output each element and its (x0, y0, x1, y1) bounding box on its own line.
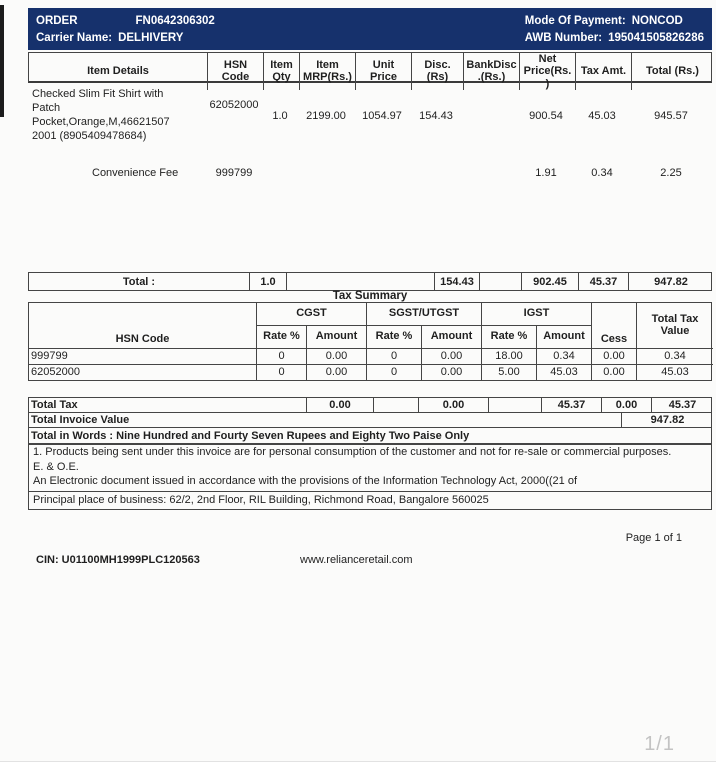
col-item-details: Item Details (87, 65, 149, 78)
total-disc: 154.43 (434, 273, 479, 290)
item-tax-amt: 45.03 (588, 110, 616, 122)
payment-value: NONCOD (631, 15, 683, 27)
col-tax-amt: Tax Amt. (575, 53, 631, 90)
total-tax-cess: 0.00 (601, 398, 651, 412)
invoice-header-bar (28, 8, 712, 50)
item-hsn: 62052000 (209, 99, 259, 111)
total-net-price: 902.45 (521, 273, 578, 290)
tax-group-cgst: CGST (256, 303, 366, 325)
col-hsn-code: HSN Code (207, 53, 263, 90)
awb-label: AWB Number: (524, 32, 603, 44)
item-name: Checked Slim Fit Shirt with Patch Pocket,Orange,M,466215072001 (8905409478684) (32, 88, 170, 142)
website-url: www.relianceretail.com (300, 554, 413, 566)
item-mrp: 2199.00 (306, 110, 346, 122)
tax-row-cgst-amt: 0.00 (306, 348, 366, 364)
total-amount: 947.82 (628, 273, 713, 290)
items-table-header (28, 52, 712, 90)
total-tax-sgst: 0.00 (418, 398, 488, 412)
principal-place: Principal place of business: 62/2, 2nd Floor, RIL Building, Richmond Road, Bangalore 560025 (33, 494, 489, 506)
tax-row-total: 0.34 (636, 348, 713, 364)
fee-tax-amt: 0.34 (591, 167, 613, 179)
cin-number: CIN: U01100MH1999PLC120563 (36, 554, 200, 566)
tax-group-igst: IGST (481, 303, 591, 325)
total-tax-value: 45.37 (651, 398, 713, 412)
tax-row-igst-amt: 0.34 (536, 348, 591, 364)
tax-row-igst-amt: 45.03 (536, 364, 591, 380)
total-tax-label: Total Tax (31, 399, 78, 411)
item-row-shirt (28, 86, 712, 146)
item-disc: 154.43 (419, 110, 453, 122)
total-tax-blank-2 (488, 398, 541, 412)
sgst-amount-header: Amount (421, 325, 481, 348)
igst-rate-header: Rate % (481, 325, 536, 348)
tax-summary-table (28, 302, 712, 381)
order-label: ORDER (36, 15, 78, 27)
total-tax-row (29, 398, 711, 413)
total-tax-igst: 45.37 (541, 398, 601, 412)
tax-row-total: 45.03 (636, 364, 713, 380)
invoice-value-row (29, 413, 711, 428)
tax-row-sgst-amt: 0.00 (421, 364, 481, 380)
tax-row-igst-rate: 5.00 (481, 364, 536, 380)
scan-edge-artifact (0, 5, 4, 117)
cgst-rate-header: Rate % (256, 325, 306, 348)
invoice-value-label: Total Invoice Value (31, 414, 130, 426)
note-eoe: E. & O.E. (33, 460, 79, 473)
tax-col-total-tax-value: Total Tax Value (636, 303, 713, 348)
page-of-label: Page 1 of 1 (625, 532, 682, 544)
carrier-value: DELHIVERY (118, 32, 184, 44)
notes-box (28, 443, 712, 510)
total-tax-amt: 45.37 (578, 273, 628, 290)
notes-body (29, 444, 711, 492)
total-qty: 1.0 (249, 273, 286, 290)
sgst-rate-header: Rate % (366, 325, 421, 348)
fee-hsn: 999799 (215, 167, 253, 179)
col-item-qty: Item Qty (263, 53, 299, 90)
col-total: Total (Rs.) (631, 53, 713, 90)
viewer-bottom-divider (0, 761, 716, 769)
col-item-mrp: Item MRP(Rs.) (299, 53, 355, 90)
header-left (36, 13, 215, 46)
payment-label: Mode Of Payment: (524, 15, 626, 27)
total-blank-1 (286, 273, 434, 290)
total-tax-cgst: 0.00 (306, 398, 373, 412)
col-unit-price: Unit Price (355, 53, 411, 90)
tax-group-sgst: SGST/UTGST (366, 303, 481, 325)
item-qty: 1.0 (272, 110, 288, 122)
carrier-label: Carrier Name: (36, 32, 113, 44)
tax-row-hsn: 999799 (29, 348, 256, 364)
tax-row-sgst-rate: 0 (366, 364, 421, 380)
viewer-page-indicator: 1/1 (644, 733, 675, 755)
tax-row-cess: 0.00 (591, 364, 636, 380)
tax-row-cgst-rate: 0 (256, 348, 306, 364)
item-total: 945.57 (654, 110, 688, 122)
tax-col-hsn: HSN Code (115, 333, 170, 346)
tax-summary-title: Tax Summary (332, 290, 408, 302)
item-net-price: 900.54 (529, 110, 563, 122)
fee-total: 2.25 (660, 167, 682, 179)
cgst-amount-header: Amount (306, 325, 366, 348)
items-total-row (28, 272, 712, 291)
header-right (525, 13, 704, 46)
col-bank-disc: BankDisc.(Rs.) (463, 53, 519, 90)
invoice-value: 947.82 (621, 413, 713, 427)
fee-net-price: 1.91 (535, 167, 557, 179)
tax-col-cess: Cess (591, 303, 636, 348)
tax-row-hsn: 62052000 (29, 364, 256, 380)
tax-row-sgst-rate: 0 (366, 348, 421, 364)
footer-row (28, 554, 712, 570)
total-in-words: Total in Words : Nine Hundred and Fourty Seven Rupees and Eighty Two Paise Only (31, 430, 470, 442)
tax-row-igst-rate: 18.00 (481, 348, 536, 364)
col-net-price: Net Price(Rs.) (519, 53, 575, 90)
order-number: FN0642306302 (135, 15, 215, 27)
tax-row-cess: 0.00 (591, 348, 636, 364)
tax-row-cgst-amt: 0.00 (306, 364, 366, 380)
note-personal-consumption: 1. Products being sent under this invoice are for personal consumption of the customer and not for re-sale or commercial purposes. (33, 446, 672, 458)
igst-amount-header: Amount (536, 325, 591, 348)
total-blank-2 (479, 273, 521, 290)
total-tax-blank-1 (373, 398, 418, 412)
item-unit-price: 1054.97 (362, 110, 402, 122)
tax-row-sgst-amt: 0.00 (421, 348, 481, 364)
invoice-totals-block (28, 397, 712, 445)
fee-name: Convenience Fee (92, 167, 179, 179)
note-electronic-document: An Electronic document issued in accordance with the provisions of the Information Technology Act, 2000((21 of (33, 475, 577, 487)
total-label: Total : (122, 275, 156, 288)
item-row-convenience-fee (28, 165, 712, 181)
col-disc: Disc.(Rs) (411, 53, 463, 90)
tax-row-cgst-rate: 0 (256, 364, 306, 380)
awb-value: 195041505826286 (608, 32, 704, 44)
